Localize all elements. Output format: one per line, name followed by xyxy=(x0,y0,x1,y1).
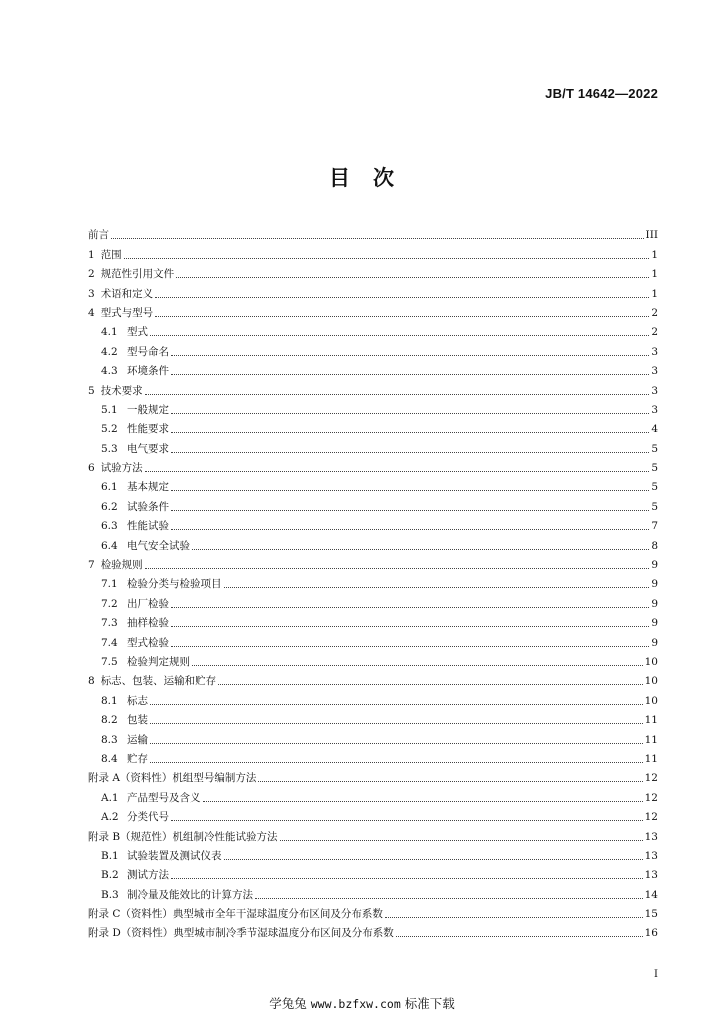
toc-dot-leader xyxy=(171,529,649,530)
toc-entry-number: 2 xyxy=(88,268,95,281)
toc-dot-leader xyxy=(150,704,643,705)
toc-entry[interactable] xyxy=(88,494,658,513)
toc-entry-page: 1 xyxy=(651,268,658,281)
toc-dot-leader xyxy=(145,471,650,472)
toc-entry[interactable] xyxy=(88,688,658,707)
toc-entry-page: 3 xyxy=(651,345,658,358)
toc-entry-title: 附录 A（资料性）机组型号编制方法 xyxy=(88,772,257,785)
toc-entry[interactable] xyxy=(88,553,658,572)
toc-entry-number: 6 xyxy=(88,462,95,475)
toc-entry[interactable] xyxy=(88,611,658,630)
toc-entry-number: 6.2 xyxy=(101,500,118,513)
toc-entry-page: 7 xyxy=(651,520,658,533)
toc-entry-number: 8.4 xyxy=(101,752,118,765)
toc-entry-title: 试验方法 xyxy=(100,462,143,475)
toc-dot-leader xyxy=(155,297,649,298)
toc-dot-leader xyxy=(280,840,643,841)
table-of-contents xyxy=(88,223,658,940)
toc-entry-title: 技术要求 xyxy=(100,384,143,397)
toc-entry[interactable] xyxy=(88,669,658,688)
toc-entry[interactable] xyxy=(88,359,658,378)
toc-entry-page: 4 xyxy=(651,423,658,436)
toc-entry-title: 基本规定 xyxy=(127,481,169,494)
toc-entry-page: 9 xyxy=(651,578,658,591)
toc-dot-leader xyxy=(150,723,643,724)
toc-entry-title: 试验条件 xyxy=(127,500,169,513)
toc-entry-title: 抽样检验 xyxy=(127,617,169,630)
toc-entry-number: 7.5 xyxy=(101,655,118,668)
toc-dot-leader xyxy=(218,684,642,685)
toc-entry-page: 11 xyxy=(644,733,658,746)
toc-dot-leader xyxy=(171,432,649,433)
toc-dot-leader xyxy=(150,762,643,763)
toc-entry-title: 测试方法 xyxy=(127,869,169,882)
toc-entry-title: 电气要求 xyxy=(127,442,169,455)
toc-entry-page: 13 xyxy=(644,830,658,843)
toc-entry-page: 12 xyxy=(644,772,658,785)
toc-entry-number: 8.3 xyxy=(101,733,118,746)
toc-entry[interactable] xyxy=(88,242,658,261)
footer-watermark xyxy=(0,994,724,1012)
toc-entry-page: 9 xyxy=(651,597,658,610)
toc-entry-page: 16 xyxy=(644,927,658,940)
toc-dot-leader xyxy=(171,374,649,375)
toc-entry-title: 运输 xyxy=(127,733,148,746)
toc-entry-number: 4.2 xyxy=(101,345,118,358)
toc-entry-number: A.1 xyxy=(101,791,119,804)
toc-dot-leader xyxy=(171,820,643,821)
toc-dot-leader xyxy=(145,394,650,395)
toc-entry-number: 3 xyxy=(88,287,95,300)
toc-entry-number: B.1 xyxy=(101,849,119,862)
toc-entry-title: 前言 xyxy=(88,229,109,242)
toc-entry-title: 术语和定义 xyxy=(100,287,154,300)
toc-entry-number: 1 xyxy=(88,248,95,261)
toc-entry-number: 6.4 xyxy=(101,539,118,552)
toc-entry[interactable] xyxy=(88,785,658,804)
page-number: I xyxy=(654,969,658,980)
toc-entry-title: 附录 B（规范性）机组制冷性能试验方法 xyxy=(88,830,278,843)
toc-entry-number: 7.4 xyxy=(101,636,118,649)
toc-entry[interactable] xyxy=(88,262,658,281)
toc-dot-leader xyxy=(124,258,650,259)
toc-dot-leader xyxy=(171,607,649,608)
toc-entry[interactable] xyxy=(88,301,658,320)
toc-entry-title: 性能试验 xyxy=(127,520,169,533)
toc-entry-page: 2 xyxy=(651,306,658,319)
toc-dot-leader xyxy=(111,238,644,239)
toc-entry-number: 7.3 xyxy=(101,617,118,630)
toc-entry[interactable] xyxy=(88,378,658,397)
toc-entry[interactable] xyxy=(88,572,658,591)
toc-entry-page: 12 xyxy=(644,791,658,804)
toc-dot-leader xyxy=(171,413,649,414)
toc-entry[interactable] xyxy=(88,747,658,766)
toc-entry-title: 贮存 xyxy=(127,752,148,765)
toc-entry-page: 10 xyxy=(644,694,658,707)
toc-entry[interactable] xyxy=(88,727,658,746)
toc-entry-title: 标志 xyxy=(127,694,148,707)
toc-entry[interactable] xyxy=(88,514,658,533)
toc-entry[interactable] xyxy=(88,475,658,494)
toc-entry-number: 8.2 xyxy=(101,714,118,727)
toc-entry-title: 检验规则 xyxy=(100,559,143,572)
toc-entry[interactable] xyxy=(88,844,658,863)
toc-entry-title: 出厂检验 xyxy=(127,597,169,610)
toc-dot-leader xyxy=(171,646,649,647)
toc-dot-leader xyxy=(155,316,649,317)
toc-dot-leader xyxy=(150,743,643,744)
toc-entry[interactable] xyxy=(88,320,658,339)
toc-entry-page: 9 xyxy=(651,617,658,630)
toc-entry-page: 5 xyxy=(651,442,658,455)
toc-entry[interactable] xyxy=(88,591,658,610)
toc-title: 目 次 xyxy=(329,166,395,190)
toc-entry-title: 环境条件 xyxy=(127,365,169,378)
toc-entry[interactable] xyxy=(88,223,658,242)
toc-entry-page: 3 xyxy=(651,403,658,416)
toc-entry-number: B.2 xyxy=(101,869,119,882)
toc-entry-title: 型式与型号 xyxy=(100,306,154,319)
toc-entry-title: 分类代号 xyxy=(127,811,169,824)
toc-entry-page: 10 xyxy=(644,675,658,688)
toc-entry-page: 1 xyxy=(651,248,658,261)
toc-entry-number: 5.3 xyxy=(101,442,118,455)
toc-entry-title: 包装 xyxy=(127,714,148,727)
toc-dot-leader xyxy=(171,452,649,453)
toc-entry-page: 5 xyxy=(651,481,658,494)
toc-dot-leader xyxy=(258,781,642,782)
toc-dot-leader xyxy=(150,335,649,336)
toc-entry-page: 2 xyxy=(651,326,658,339)
toc-dot-leader xyxy=(192,665,643,666)
toc-entry-title: 标志、包装、运输和贮存 xyxy=(100,675,217,688)
toc-entry-page: 1 xyxy=(651,287,658,300)
toc-entry-title: 试验装置及测试仪表 xyxy=(127,849,222,862)
toc-entry[interactable] xyxy=(88,281,658,300)
toc-entry-title: 检验判定规则 xyxy=(127,655,190,668)
toc-dot-leader xyxy=(171,355,649,356)
toc-entry-number: 5 xyxy=(88,384,95,397)
toc-entry-title: 范围 xyxy=(100,248,122,261)
toc-entry-page: 9 xyxy=(651,636,658,649)
toc-entry[interactable] xyxy=(88,533,658,552)
toc-dot-leader xyxy=(171,490,649,491)
toc-entry[interactable] xyxy=(88,805,658,824)
toc-entry[interactable] xyxy=(88,824,658,843)
toc-entry-page: 14 xyxy=(644,888,658,901)
toc-entry[interactable] xyxy=(88,708,658,727)
toc-entry-number: 6.3 xyxy=(101,520,118,533)
toc-entry-number: 4 xyxy=(88,306,95,319)
toc-entry-title: 型号命名 xyxy=(127,345,169,358)
toc-entry[interactable] xyxy=(88,650,658,669)
toc-entry-number: 5.1 xyxy=(101,403,118,416)
toc-entry-title: 附录 C（资料性）典型城市全年干湿球温度分布区间及分布系数 xyxy=(88,908,383,921)
toc-entry[interactable] xyxy=(88,456,658,475)
toc-entry-page: 9 xyxy=(651,559,658,572)
toc-entry[interactable] xyxy=(88,398,658,417)
toc-entry-number: 7.1 xyxy=(101,578,118,591)
toc-entry-number: 8 xyxy=(88,675,95,688)
standard-code: JB/T 14642—2022 xyxy=(545,86,658,101)
toc-entry[interactable] xyxy=(88,630,658,649)
toc-dot-leader xyxy=(145,568,650,569)
toc-entry-page: 13 xyxy=(644,869,658,882)
toc-entry-title: 型式检验 xyxy=(127,636,169,649)
toc-dot-leader xyxy=(203,801,643,802)
toc-entry-number: B.3 xyxy=(101,888,119,901)
toc-entry[interactable] xyxy=(88,417,658,436)
toc-dot-leader xyxy=(255,898,643,899)
toc-entry[interactable] xyxy=(88,863,658,882)
toc-entry-page: 13 xyxy=(644,849,658,862)
footer-site-name: 学兔兔 xyxy=(269,996,307,1011)
toc-entry-number: 7.2 xyxy=(101,597,118,610)
toc-dot-leader xyxy=(171,878,643,879)
toc-entry-number: 4.3 xyxy=(101,365,118,378)
toc-entry-title: 性能要求 xyxy=(127,423,169,436)
toc-dot-leader xyxy=(192,549,649,550)
toc-dot-leader xyxy=(224,859,643,860)
toc-entry-title: 一般规定 xyxy=(127,403,169,416)
toc-entry-number: 7 xyxy=(88,559,95,572)
toc-entry-number: 4.1 xyxy=(101,326,118,339)
toc-entry-number: A.2 xyxy=(101,811,119,824)
toc-entry[interactable] xyxy=(88,902,658,921)
toc-entry-number: 6.1 xyxy=(101,481,118,494)
toc-entry-page: 11 xyxy=(644,714,658,727)
toc-dot-leader xyxy=(224,587,650,588)
toc-entry-title: 电气安全试验 xyxy=(127,539,190,552)
toc-entry-page: 15 xyxy=(644,908,658,921)
footer-url[interactable]: www.bzfxw.com xyxy=(310,997,401,1011)
toc-entry-number: 5.2 xyxy=(101,423,118,436)
toc-entry[interactable] xyxy=(88,921,658,940)
toc-dot-leader xyxy=(176,277,649,278)
toc-entry-number: 8.1 xyxy=(101,694,118,707)
toc-entry-page: 10 xyxy=(644,655,658,668)
toc-entry-page: 3 xyxy=(651,365,658,378)
toc-entry[interactable] xyxy=(88,339,658,358)
toc-entry-title: 规范性引用文件 xyxy=(100,268,175,281)
toc-entry-title: 附录 D（资料性）典型城市制冷季节湿球温度分布区间及分布系数 xyxy=(88,927,394,940)
footer-tagline: 标准下载 xyxy=(404,996,455,1011)
toc-entry-title: 型式 xyxy=(127,326,148,339)
toc-entry-title: 产品型号及含义 xyxy=(127,791,201,804)
toc-entry-title: 制冷量及能效比的计算方法 xyxy=(127,888,253,901)
toc-entry-page: 12 xyxy=(644,811,658,824)
toc-dot-leader xyxy=(385,917,643,918)
toc-dot-leader xyxy=(171,510,649,511)
toc-entry-page: 11 xyxy=(644,752,658,765)
toc-entry-page: 5 xyxy=(651,462,658,475)
toc-entry-page: 8 xyxy=(651,539,658,552)
toc-entry[interactable] xyxy=(88,436,658,455)
toc-dot-leader xyxy=(171,626,649,627)
toc-dot-leader xyxy=(396,936,643,937)
toc-entry[interactable] xyxy=(88,766,658,785)
toc-entry-page: 3 xyxy=(651,384,658,397)
toc-entry-title: 检验分类与检验项目 xyxy=(127,578,222,591)
toc-entry-page: 5 xyxy=(651,500,658,513)
toc-entry[interactable] xyxy=(88,882,658,901)
toc-entry-page: III xyxy=(645,229,658,242)
